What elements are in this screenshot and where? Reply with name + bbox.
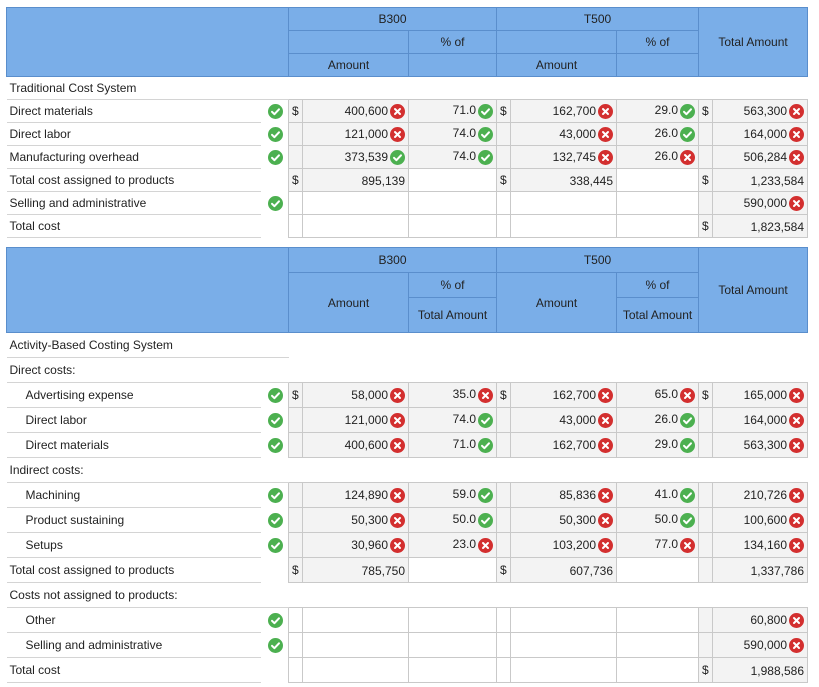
percent-input-1[interactable]: 71.0 [409,100,497,123]
dollar-sign-2 [497,508,511,533]
percent-input-2[interactable]: 77.0 [617,533,699,558]
cross-icon [598,413,613,428]
dollar-sign-2: $ [497,558,511,583]
amount-input-2[interactable]: 43,000 [511,408,617,433]
amount-input-1[interactable] [303,215,409,238]
dollar-sign-3 [699,508,713,533]
check-icon [478,127,493,142]
check-icon [390,150,405,165]
cross-icon [789,150,804,165]
table-row [7,483,808,508]
table-row [7,383,808,408]
row-mark [261,433,289,458]
cross-icon [598,488,613,503]
row-mark [261,192,289,215]
check-icon [268,413,283,428]
check-icon [268,538,283,553]
row-label: Machining [7,483,261,508]
row-mark [261,408,289,433]
dollar-sign-3: $ [699,169,713,192]
header-t500-amount: Amount [497,273,617,333]
row-mark [261,146,289,169]
amount-input-1[interactable]: 400,600 [303,433,409,458]
row-mark [261,508,289,533]
amount-input-1[interactable] [303,192,409,215]
dollar-sign-3 [699,123,713,146]
amount-input-2[interactable]: 162,700 [511,100,617,123]
row-label: Manufacturing overhead [7,146,261,169]
table-row [7,558,808,583]
cross-icon [680,388,695,403]
check-icon [268,388,283,403]
table-row [7,408,808,433]
dollar-sign-1 [289,508,303,533]
amount-input-2[interactable]: 85,836 [511,483,617,508]
table-row [7,533,808,558]
cross-icon [598,513,613,528]
header-blank [7,8,289,77]
cross-icon [390,127,405,142]
percent-input-2[interactable] [617,215,699,238]
percent-input-2[interactable] [617,558,699,583]
amount-input-3[interactable]: 506,284 [713,146,808,169]
dollar-sign-3 [699,192,713,215]
percent-input-2[interactable] [617,633,699,658]
dollar-sign-2 [497,433,511,458]
dollar-sign-2 [497,483,511,508]
percent-input-1[interactable]: 50.0 [409,508,497,533]
check-icon [680,438,695,453]
cross-icon [598,438,613,453]
dollar-sign-1: $ [289,383,303,408]
dollar-sign-2 [497,608,511,633]
check-icon [268,150,283,165]
header-b300-pct-total: Total Amount [409,298,497,333]
cross-icon [789,513,804,528]
amount-input-3[interactable]: 100,600 [713,508,808,533]
check-icon [478,488,493,503]
percent-input-2[interactable] [617,169,699,192]
amount-input-3[interactable]: 563,300 [713,100,808,123]
check-icon [268,613,283,628]
percent-input-2[interactable]: 29.0 [617,100,699,123]
row-label: Total cost assigned to products [7,169,261,192]
dollar-sign-1 [289,658,303,683]
header-b300-amount: Amount [289,54,409,77]
row-mark [261,383,289,408]
dollar-sign-3: $ [699,100,713,123]
row-mark [261,483,289,508]
dollar-sign-1: $ [289,100,303,123]
dollar-sign-3: $ [699,383,713,408]
amount-input-1[interactable] [303,658,409,683]
percent-input-1[interactable]: 59.0 [409,483,497,508]
amount-input-1[interactable]: 58,000 [303,383,409,408]
row-label: Total cost [7,658,261,683]
cross-icon [390,538,405,553]
amount-input-2[interactable]: 338,445 [511,169,617,192]
amount-input-1[interactable]: 124,890 [303,483,409,508]
dollar-sign-1 [289,408,303,433]
row-label: Advertising expense [7,383,261,408]
header-b300-pct: % of [409,31,497,54]
cross-icon [390,488,405,503]
row-mark [261,169,289,192]
dollar-sign-2 [497,215,511,238]
row-label: Direct labor [7,123,261,146]
dollar-sign-2: $ [497,100,511,123]
row-mark [261,533,289,558]
dollar-sign-2: $ [497,383,511,408]
row-mark [261,558,289,583]
cross-icon [789,438,804,453]
cross-icon [598,538,613,553]
dollar-sign-1 [289,633,303,658]
header-t500-pct: % of [617,31,699,54]
amount-input-2[interactable] [511,633,617,658]
check-icon [268,127,283,142]
cross-icon [680,538,695,553]
percent-input-1[interactable] [409,215,497,238]
cross-icon [478,538,493,553]
amount-input-3[interactable]: 590,000 [713,633,808,658]
row-mark [261,608,289,633]
cross-icon [789,488,804,503]
dollar-sign-3 [699,608,713,633]
percent-input-1[interactable]: 71.0 [409,433,497,458]
percent-input-2[interactable]: 26.0 [617,146,699,169]
row-label: Total cost assigned to products [7,558,261,583]
check-icon [478,438,493,453]
percent-input-2[interactable]: 65.0 [617,383,699,408]
dollar-sign-2 [497,408,511,433]
dollar-sign-2 [497,658,511,683]
table-row [7,100,808,123]
dollar-sign-1 [289,215,303,238]
dollar-sign-1 [289,608,303,633]
amount-input-2[interactable] [511,608,617,633]
amount-input-3[interactable]: 1,988,586 [713,658,808,683]
percent-input-1[interactable] [409,169,497,192]
table-row [7,146,808,169]
row-label: Selling and administrative [7,192,261,215]
check-icon [268,438,283,453]
dollar-sign-2 [497,633,511,658]
amount-input-2[interactable]: 43,000 [511,123,617,146]
check-icon [478,513,493,528]
amount-input-2[interactable]: 132,745 [511,146,617,169]
header-b300-blank [289,31,409,54]
amount-input-3[interactable]: 590,000 [713,192,808,215]
percent-input-2[interactable]: 41.0 [617,483,699,508]
header-total-amount: Total Amount [699,248,808,333]
table-row [7,123,808,146]
header-total-amount: Total Amount [699,8,808,77]
dollar-sign-3 [699,558,713,583]
cross-icon [789,388,804,403]
check-icon [478,104,493,119]
percent-input-2[interactable]: 29.0 [617,433,699,458]
header-t500-pct-blank [617,54,699,77]
amount-input-3[interactable]: 60,800 [713,608,808,633]
header-b300-amount: Amount [289,273,409,333]
check-icon [680,488,695,503]
table-row [7,433,808,458]
check-icon [478,150,493,165]
cross-icon [390,513,405,528]
row-mark [261,100,289,123]
dollar-sign-3 [699,533,713,558]
percent-input-1[interactable]: 74.0 [409,123,497,146]
amount-input-1[interactable]: 30,960 [303,533,409,558]
percent-input-1[interactable] [409,558,497,583]
cross-icon [789,127,804,142]
header-b300-pct: % of [409,273,497,298]
check-icon [268,196,283,211]
cross-icon [789,196,804,211]
cross-icon [789,613,804,628]
header-t500-blank [497,31,617,54]
amount-input-2[interactable]: 162,700 [511,383,617,408]
cross-icon [598,104,613,119]
header-b300: B300 [289,8,497,31]
header-b300: B300 [289,248,497,273]
percent-input-1[interactable] [409,658,497,683]
table-row [7,508,808,533]
dollar-sign-1 [289,192,303,215]
amount-input-3[interactable]: 210,726 [713,483,808,508]
check-icon [680,127,695,142]
check-icon [268,104,283,119]
dollar-sign-1 [289,433,303,458]
percent-input-1[interactable] [409,608,497,633]
amount-input-3[interactable]: 164,000 [713,408,808,433]
dollar-sign-3: $ [699,215,713,238]
dollar-sign-1 [289,533,303,558]
table-row [7,192,808,215]
cross-icon [598,127,613,142]
dollar-sign-2 [497,146,511,169]
percent-input-1[interactable]: 74.0 [409,408,497,433]
header-t500-amount: Amount [497,54,617,77]
percent-input-2[interactable] [617,192,699,215]
dollar-sign-1: $ [289,169,303,192]
row-label: Total cost [7,215,261,238]
check-icon [268,488,283,503]
amount-input-2[interactable]: 50,300 [511,508,617,533]
row-label: Setups [7,533,261,558]
table-row [7,608,808,633]
amount-input-1[interactable]: 50,300 [303,508,409,533]
subsection-direct-costs: Direct costs: [7,358,289,383]
check-icon [478,413,493,428]
check-icon [680,513,695,528]
header-t500-pct: % of [617,273,699,298]
dollar-sign-1 [289,146,303,169]
amount-input-2[interactable] [511,192,617,215]
percent-input-2[interactable] [617,658,699,683]
dollar-sign-1 [289,123,303,146]
amount-input-1[interactable] [303,608,409,633]
table-row [7,169,808,192]
row-mark [261,123,289,146]
amount-input-1[interactable]: 895,139 [303,169,409,192]
row-label: Direct labor [7,408,261,433]
activity-based-costing-table [6,247,808,683]
header-t500: T500 [497,8,699,31]
row-label: Product sustaining [7,508,261,533]
dollar-sign-3 [699,633,713,658]
amount-input-1[interactable]: 121,000 [303,123,409,146]
amount-input-1[interactable]: 785,750 [303,558,409,583]
dollar-sign-2 [497,123,511,146]
table-row [7,633,808,658]
percent-input-1[interactable]: 35.0 [409,383,497,408]
percent-input-1[interactable] [409,192,497,215]
percent-input-1[interactable]: 74.0 [409,146,497,169]
amount-input-3[interactable]: 1,337,786 [713,558,808,583]
dollar-sign-3 [699,433,713,458]
check-icon [680,104,695,119]
amount-input-1[interactable]: 400,600 [303,100,409,123]
amount-input-3[interactable]: 165,000 [713,383,808,408]
check-icon [680,413,695,428]
row-label: Other [7,608,261,633]
amount-input-1[interactable]: 121,000 [303,408,409,433]
row-label: Direct materials [7,433,261,458]
table-row [7,215,808,238]
dollar-sign-3: $ [699,658,713,683]
cross-icon [789,538,804,553]
check-icon [268,638,283,653]
amount-input-3[interactable]: 563,300 [713,433,808,458]
row-mark [261,215,289,238]
amount-input-2[interactable] [511,658,617,683]
amount-input-2[interactable]: 607,736 [511,558,617,583]
percent-input-2[interactable] [617,608,699,633]
dollar-sign-3 [699,483,713,508]
section-title: Activity-Based Costing System [7,333,289,358]
amount-input-3[interactable]: 1,233,584 [713,169,808,192]
percent-input-2[interactable]: 26.0 [617,123,699,146]
dollar-sign-1: $ [289,558,303,583]
header-blank [7,248,289,333]
amount-input-3[interactable]: 1,823,584 [713,215,808,238]
dollar-sign-2 [497,533,511,558]
dollar-sign-1 [289,483,303,508]
dollar-sign-2 [497,192,511,215]
header-b300-pct-blank [409,54,497,77]
dollar-sign-3 [699,146,713,169]
cross-icon [789,638,804,653]
cross-icon [680,150,695,165]
amount-input-2[interactable]: 162,700 [511,433,617,458]
cross-icon [390,104,405,119]
percent-input-2[interactable]: 50.0 [617,508,699,533]
cross-icon [598,388,613,403]
percent-input-2[interactable]: 26.0 [617,408,699,433]
amount-input-1[interactable]: 373,539 [303,146,409,169]
percent-input-1[interactable]: 23.0 [409,533,497,558]
amount-input-3[interactable]: 164,000 [713,123,808,146]
header-t500: T500 [497,248,699,273]
row-label: Direct materials [7,100,261,123]
percent-input-1[interactable] [409,633,497,658]
traditional-cost-table [6,7,808,238]
amount-input-2[interactable] [511,215,617,238]
amount-input-2[interactable]: 103,200 [511,533,617,558]
cross-icon [390,438,405,453]
check-icon [268,513,283,528]
header-t500-pct-total: Total Amount [617,298,699,333]
cross-icon [390,388,405,403]
subsection-indirect-costs: Indirect costs: [7,458,289,483]
row-label: Selling and administrative [7,633,261,658]
row-mark [261,633,289,658]
dollar-sign-2: $ [497,169,511,192]
subsection-not-assigned: Costs not assigned to products: [7,583,289,608]
cross-icon [789,413,804,428]
row-mark [261,658,289,683]
cross-icon [789,104,804,119]
cross-icon [478,388,493,403]
section-title: Traditional Cost System [7,77,289,100]
table-row [7,658,808,683]
cross-icon [598,150,613,165]
cross-icon [390,413,405,428]
dollar-sign-3 [699,408,713,433]
amount-input-1[interactable] [303,633,409,658]
amount-input-3[interactable]: 134,160 [713,533,808,558]
